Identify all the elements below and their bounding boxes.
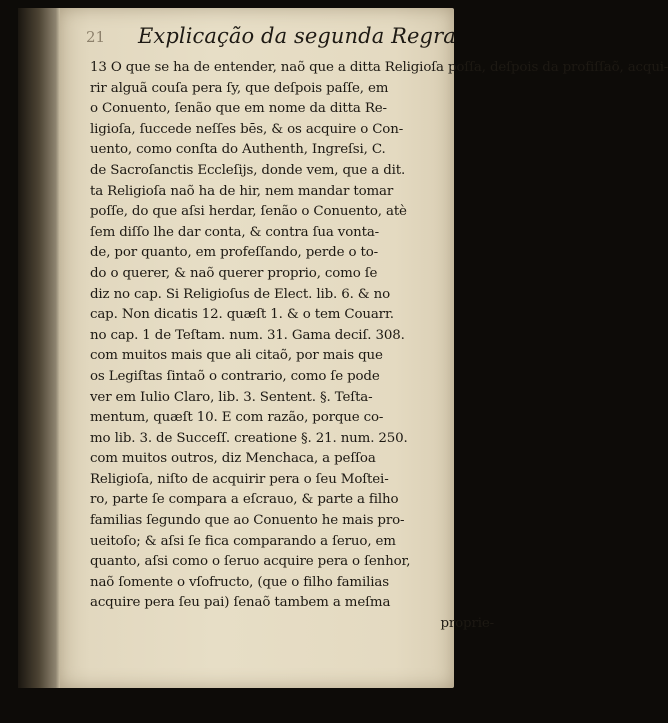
text-line: quanto, aſsi como o ſeruo acquire pera o ſenhor, — [90, 554, 411, 570]
text-line: ta Religioſa naõ ha de hir, nem mandar tomar — [90, 183, 394, 199]
text-line: acquire pera ſeu pai) ſenaõ tambem a meſma — [90, 595, 391, 611]
text-line: familias ſegundo que ao Conuento he mais pro- — [90, 513, 405, 529]
text-line: cap. Non dicatis 12. quæſt 1. & o tem Couarr. — [90, 307, 394, 323]
text-line: diz no cap. Si Religioſus de Elect. lib. 6. & no — [90, 286, 391, 302]
text-line: mo lib. 3. de Succeſſ. creatione §. 21. num. 250. — [90, 430, 408, 446]
text-line: com muitos outros, diz Menchaca, a peſſoa — [90, 451, 376, 467]
text-line: os Legiſtas ſintaõ o contrario, como ſe pode — [90, 368, 380, 384]
text-line: ver em Iulio Claro, lib. 3. Sentent. §. Teſta- — [90, 389, 373, 405]
catchword: proprie- — [440, 616, 494, 632]
text-line: rir alguã couſa pera ſy, que deſpois paſſe, em — [90, 80, 389, 96]
text-line: de Sacroſanctis Eccleſijs, donde vem, que a dit. — [90, 162, 406, 178]
text-line: no cap. 1 de Teſtam. num. 31. Gama deciſ. 308. — [90, 327, 405, 343]
book-page — [58, 8, 668, 688]
body-text — [90, 58, 668, 635]
text-line: ro, parte ſe compara a eſcrauo, & parte a filho — [90, 492, 399, 508]
text-line: ueitoſo; & aſsi ſe fica comparando a ſeruo, em — [90, 533, 396, 549]
text-line: ſem diſſo lhe dar conta, & contra ſua vonta- — [90, 224, 380, 240]
text-line: naõ ſomente o vſofructo, (que o filho familias — [90, 574, 389, 590]
text-line: poſſe, do que aſsi herdar, ſenão o Conuento, atè — [90, 204, 407, 220]
text-line: 13 O que se ha de entender, naõ que a ditta Religioſa poſſa, deſpois da profiſſaõ, acqui- — [90, 60, 668, 75]
text-line: com muitos mais que ali citaõ, por mais que — [90, 348, 383, 364]
text-line: uento, como conſta do Authenth, Ingreſsi, C. — [90, 142, 386, 158]
running-head: Explicação da segunda Regra — [138, 24, 456, 48]
page-number: 21 — [86, 28, 106, 46]
text-line: do o querer, & naõ querer proprio, como ſe — [90, 265, 378, 281]
text-line: ligioſa, ſuccede neſſes bēs, & os acquire o Con- — [90, 121, 404, 137]
text-line: mentum, quæſt 10. E com razão, porque co- — [90, 410, 384, 426]
text-line: de, por quanto, em profeſſando, perde o to- — [90, 245, 379, 261]
text-line: Religioſa, niſto de acquirir pera o ſeu Moſtei- — [90, 471, 389, 487]
text-line: o Conuento, ſenão que em nome da ditta Re- — [90, 101, 387, 117]
